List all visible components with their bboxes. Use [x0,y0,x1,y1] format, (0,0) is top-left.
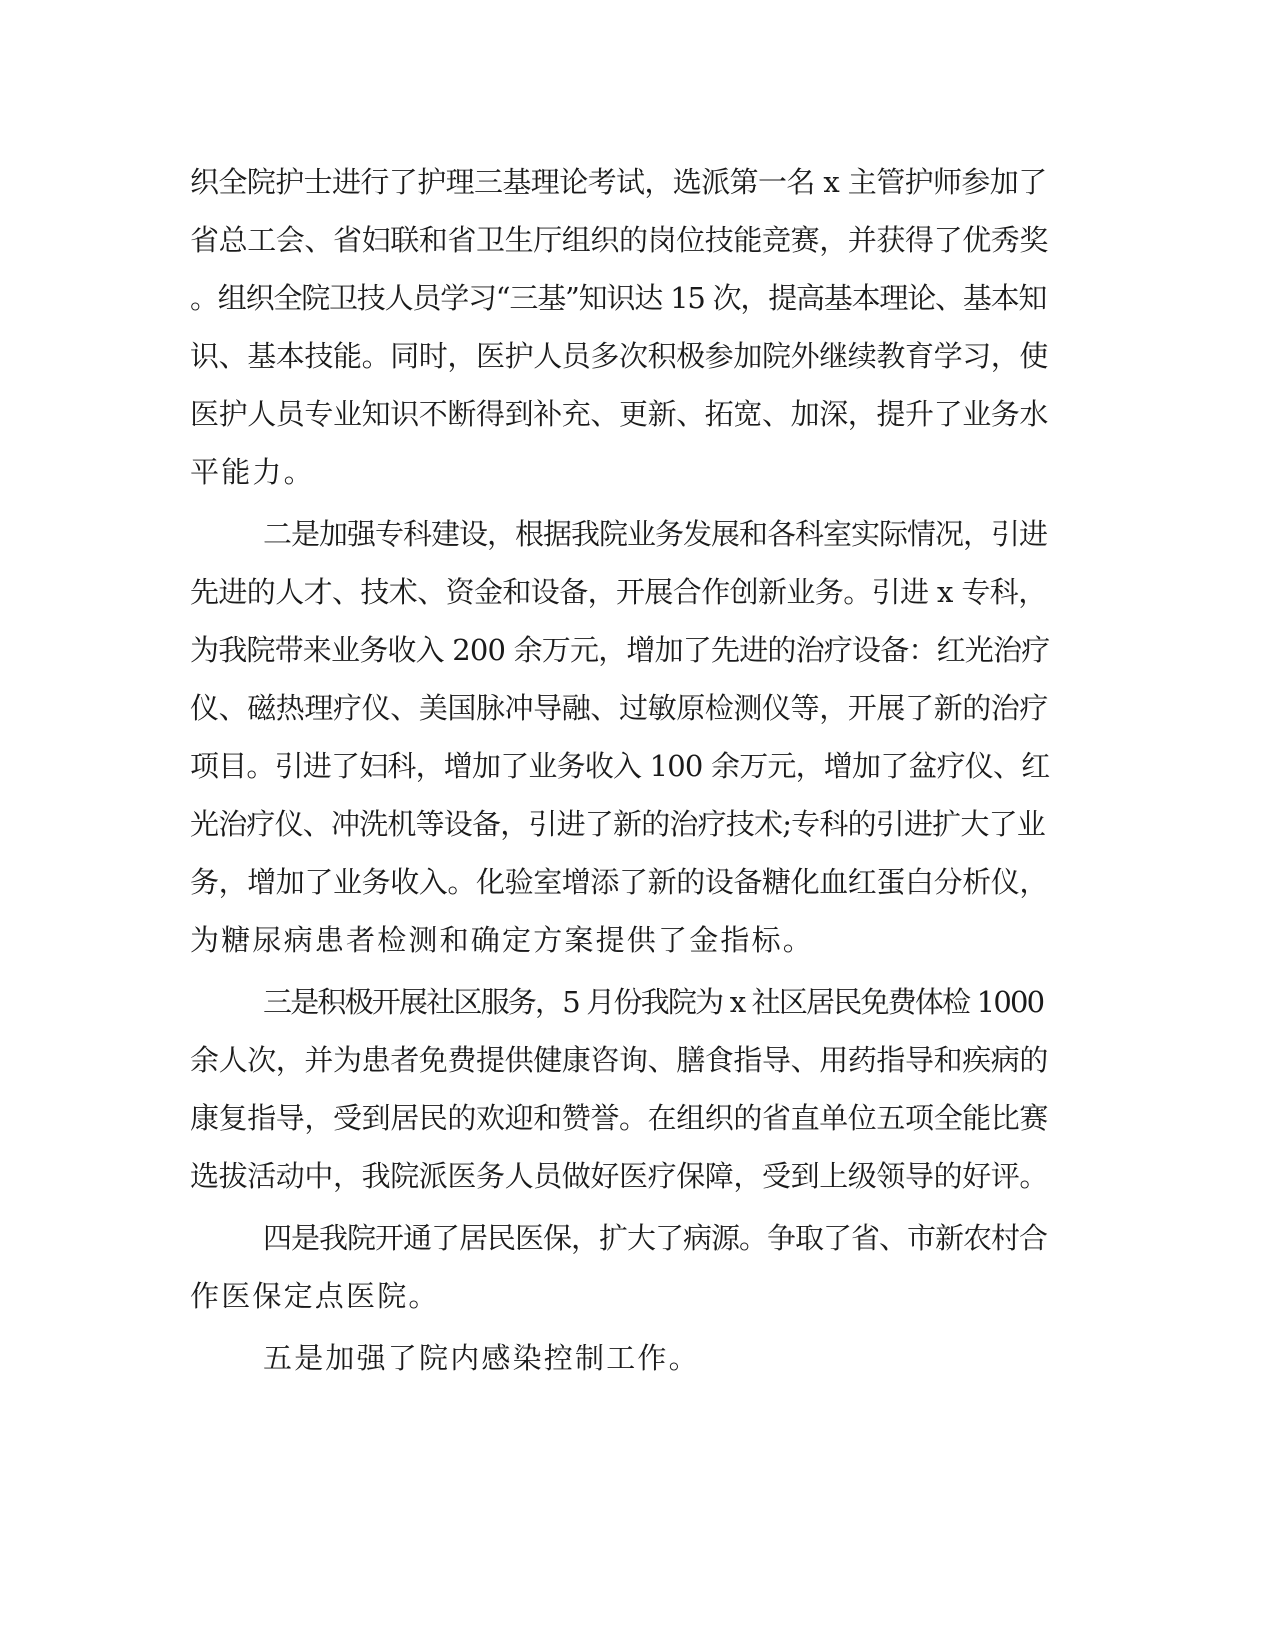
text-line: 识、基本技能。同时，医护人员多次积极参加院外继续教育学习，使 [190,339,1049,373]
text-line: 织全院护士进行了护理三基理论考试，选派第一名 x 主管护师参加了 [190,165,1047,199]
text-line: 余人次，并为患者免费提供健康咨询、膳食指导、用药指导和疾病的 [190,1043,1049,1077]
text-line: 作医保定点医院。 [190,1279,440,1313]
text-line: 康复指导，受到居民的欢迎和赞誉。在组织的省直单位五项全能比赛 [190,1101,1049,1135]
text-line: 为我院带来业务收入 200 余万元，增加了先进的治疗设备：红光治疗 [190,633,1050,667]
text-line: 先进的人才、技术、资金和设备，开展合作创新业务。引进 x 专科， [190,575,1047,609]
text-line: 为糖尿病患者检测和确定方案提供了金指标。 [190,923,815,957]
text-line: 四是我院开通了居民医保，扩大了病源。争取了省、市新农村合 [263,1221,1048,1255]
text-line: 光治疗仪、冲洗机等设备，引进了新的治疗技术;专科的引进扩大了业 [190,807,1045,841]
text-line: 。组织全院卫技人员学习“三基”知识达 15 次，提高基本理论、基本知 [190,281,1047,315]
text-line: 平能力。 [190,455,315,489]
text-line: 仪、磁热理疗仪、美国脉冲导融、过敏原检测仪等，开展了新的治疗 [190,691,1049,725]
text-line: 省总工会、省妇联和省卫生厅组织的岗位技能竞赛，并获得了优秀奖 [190,223,1049,257]
text-line: 项目。引进了妇科，增加了业务收入 100 余万元，增加了盆疗仪、红 [190,749,1050,783]
text-line: 五是加强了院内感染控制工作。 [263,1341,700,1375]
text-line: 二是加强专科建设，根据我院业务发展和各科室实际情况，引进 [263,517,1048,551]
text-line: 三是积极开展社区服务，5 月份我院为 x 社区居民免费体检 1000 [263,985,1044,1019]
text-line: 务，增加了业务收入。化验室增添了新的设备糖化血红蛋白分析仪， [190,865,1049,899]
text-line: 选拔活动中，我院派医务人员做好医疗保障，受到上级领导的好评。 [190,1159,1049,1193]
text-line: 医护人员专业知识不断得到补充、更新、拓宽、加深，提升了业务水 [190,397,1049,431]
